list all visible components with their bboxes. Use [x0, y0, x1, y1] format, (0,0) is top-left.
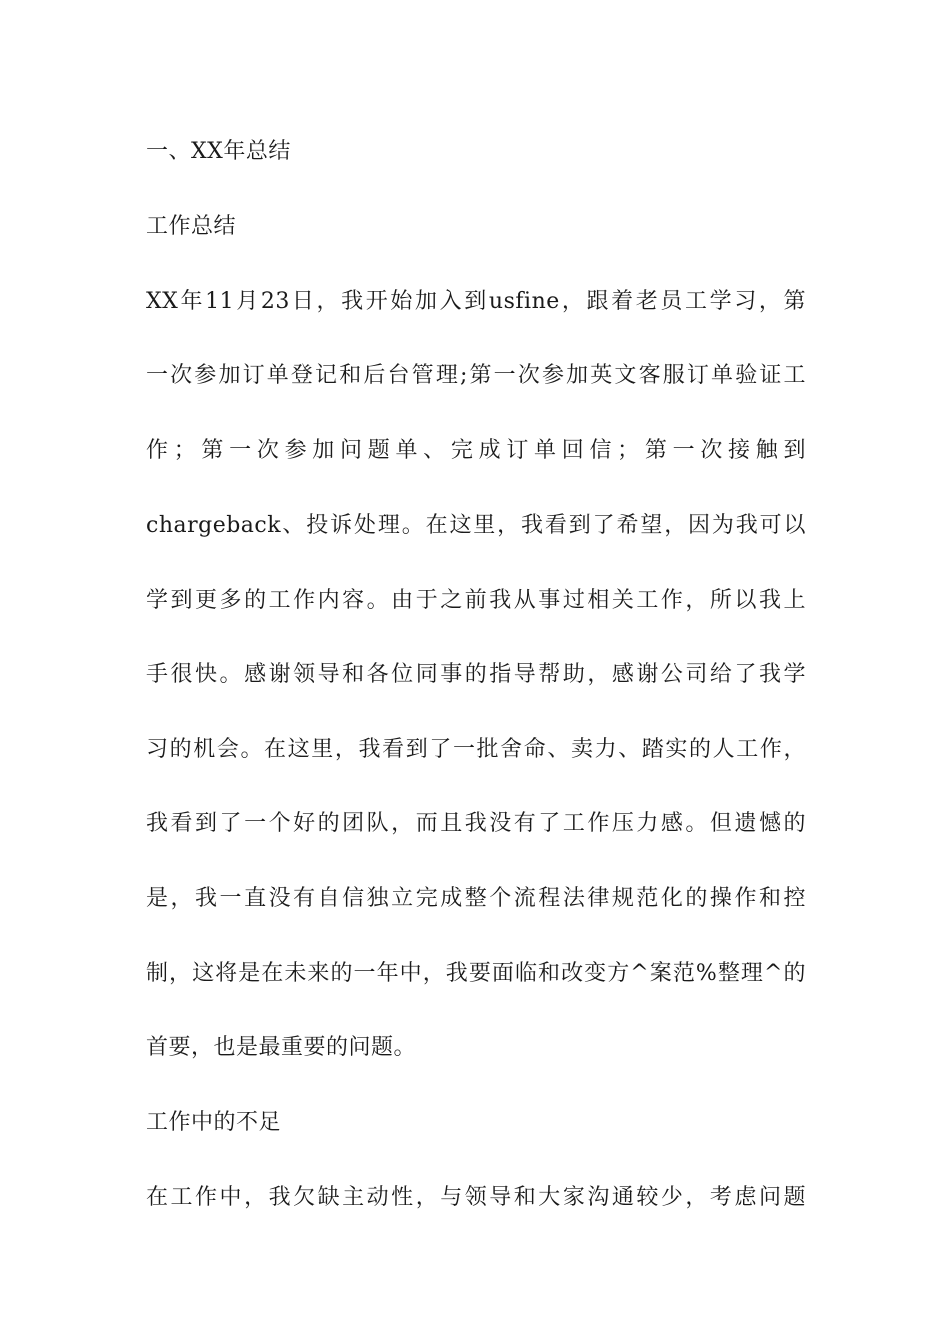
paragraph-line: 在工作中，我欠缺主动性，与领导和大家沟通较少，考虑问题 [146, 1185, 806, 1210]
paragraph-line: chargeback、投诉处理。在这里，我看到了希望，因为我可以 [146, 513, 806, 538]
paragraph-line: XX年11月23日，我开始加入到usfine，跟着老员工学习，第 [146, 289, 806, 314]
paragraph-line: 我看到了一个好的团队，而且我没有了工作压力感。但遗憾的 [146, 811, 806, 836]
section-heading: 一、XX年总结 [146, 139, 291, 164]
paragraph-line: 手很快。感谢领导和各位同事的指导帮助，感谢公司给了我学 [146, 662, 806, 687]
paragraph-line: 一次参加订单登记和后台管理;第一次参加英文客服订单验证工 [146, 363, 806, 388]
paragraph-line: 是，我一直没有自信独立完成整个流程法律规范化的操作和控 [146, 886, 806, 911]
paragraph-line: 习的机会。在这里，我看到了一批舍命、卖力、踏实的人工作， [146, 737, 806, 762]
paragraph-line: 制，这将是在未来的一年中，我要面临和改变方^案范%整理^的 [146, 961, 806, 986]
subheading-shortcomings: 工作中的不足 [146, 1110, 282, 1135]
paragraph-line: 首要，也是最重要的问题。 [146, 1035, 417, 1060]
paragraph-line: 作；第一次参加问题单、完成订单回信；第一次接触到 [146, 438, 806, 463]
subheading-work-summary: 工作总结 [146, 214, 237, 239]
paragraph-line: 学到更多的工作内容。由于之前我从事过相关工作，所以我上 [146, 588, 806, 613]
